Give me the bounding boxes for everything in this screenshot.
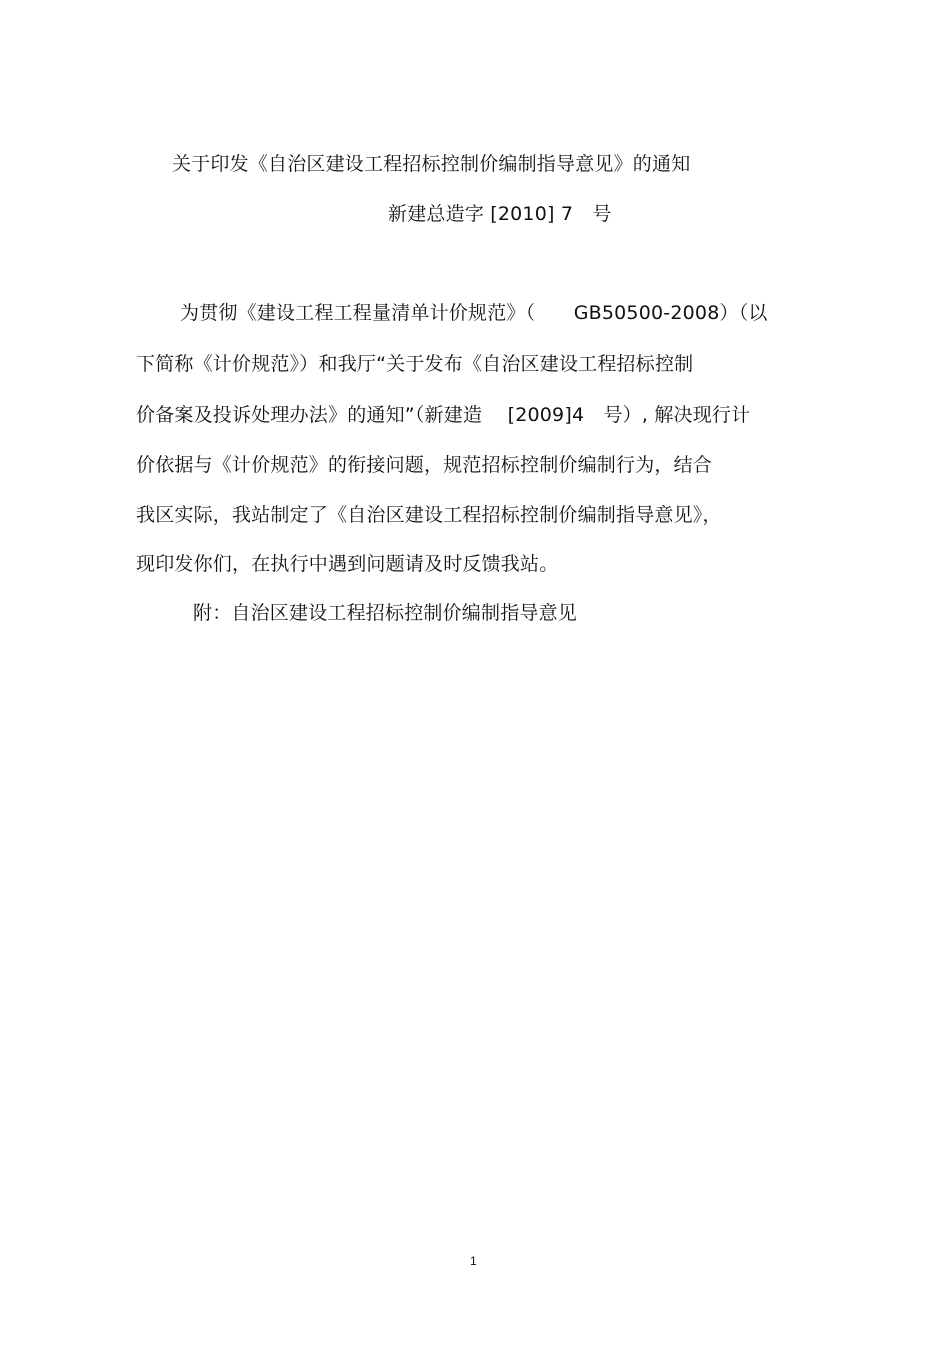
attachment-note: 附：自治区建设工程招标控制价编制指导意见 [193,602,578,624]
body-line-1: 为贯彻《建设工程工程量清单计价规范》（ GB50500-2008）（以 [180,302,768,324]
page-number: 1 [470,1254,477,1268]
body-line-4: 价依据与《计价规范》的衔接问题，规范招标控制价编制行为，结合 [136,454,713,476]
body-line-5: 我区实际，我站制定了《自治区建设工程招标控制价编制指导意见》， [136,504,722,526]
body-line-6: 现印发你们，在执行中遇到问题请及时反馈我站。 [136,553,559,575]
document-number: 新建总造字 [2010] 7 号 [388,203,612,225]
body-line-2: 下简称《计价规范》）和我厅“关于发布《自治区建设工程招标控制 [136,353,694,375]
body-line-3: 价备案及投诉处理办法》的通知”（新建造 [2009]4 号）, 解决现行计 [136,404,751,426]
document-title: 关于印发《自治区建设工程招标控制价编制指导意见》的通知 [172,153,691,175]
